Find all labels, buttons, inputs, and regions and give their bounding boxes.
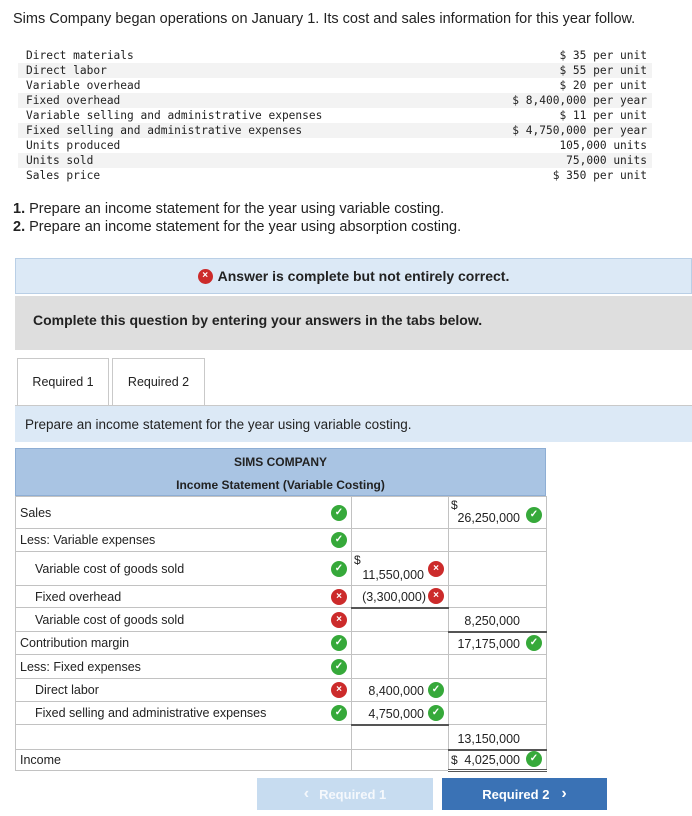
statement-row (16, 529, 547, 552)
cost-row (18, 78, 652, 93)
amount-input[interactable] (352, 529, 449, 552)
statement-row (16, 497, 547, 529)
row-label: Variable cost of goods sold (35, 561, 185, 576)
amount-input[interactable] (449, 702, 547, 725)
company-name: SIMS COMPANY (233, 455, 328, 469)
cost-label: Variable selling and administrative expenses (26, 109, 323, 122)
cost-value: $ 11 per unit (559, 109, 647, 122)
amount-input[interactable] (352, 655, 449, 679)
cost-row (18, 153, 652, 168)
cost-value: 75,000 units (445, 153, 652, 168)
prev-tab-button[interactable] (257, 778, 433, 810)
check-icon: ✓ (526, 751, 542, 767)
amount-value: 13,150,000 (457, 731, 520, 746)
next-tab-button[interactable] (442, 778, 607, 810)
cost-label: Fixed overhead (18, 93, 445, 108)
row-label-cell[interactable] (16, 497, 352, 529)
chevron-left-icon: ‹ (303, 785, 310, 802)
cost-row (18, 168, 652, 183)
row-label: Fixed selling and administrative expenses (35, 706, 267, 720)
chevron-right-icon: › (561, 785, 567, 802)
amount-value: 17,175,000 (457, 637, 520, 651)
amount-input[interactable] (352, 632, 449, 655)
cost-row (18, 123, 652, 138)
amount-value: 8,400,000 (368, 684, 424, 698)
amount-input[interactable] (449, 632, 547, 655)
row-label-cell[interactable] (16, 655, 352, 679)
incorrect-icon: × (428, 561, 444, 577)
incorrect-icon: × (331, 612, 347, 628)
amount-input[interactable] (352, 750, 449, 771)
row-label: Contribution margin (20, 636, 130, 650)
instructions-box: Complete this question by entering your answers in the tabs below. (15, 296, 692, 350)
cost-row (18, 138, 652, 153)
cost-label: Units produced (26, 139, 121, 152)
row-label-cell[interactable] (16, 679, 352, 702)
cost-row (18, 63, 652, 78)
statement-row (16, 552, 547, 586)
statement-row (16, 725, 547, 750)
amount-input[interactable] (352, 679, 449, 702)
cost-row (18, 108, 652, 123)
check-icon: ✓ (428, 705, 444, 721)
row-label-cell[interactable] (16, 608, 352, 632)
statement-row (16, 586, 547, 608)
statement-table (15, 496, 547, 772)
row-label: Income (20, 753, 61, 767)
question-2 (13, 219, 461, 235)
row-label: Variable cost of goods sold (35, 612, 185, 627)
amount-input[interactable] (449, 725, 547, 750)
row-label: Direct labor (35, 683, 99, 697)
row-label-cell[interactable] (16, 529, 352, 552)
question-text: Prepare an income statement for the year using absorption costing. (25, 219, 462, 235)
amount-input[interactable] (352, 497, 449, 529)
row-label: Less: Fixed expenses (20, 659, 141, 674)
amount-input[interactable] (352, 586, 449, 608)
result-banner-text: Answer is complete but not entirely correct. (217, 268, 510, 284)
statement-row (16, 632, 547, 655)
question-number: 1. (13, 201, 26, 217)
next-tab-label: Required 2 (482, 786, 550, 802)
tab-required-1[interactable]: Required 1 (17, 358, 109, 405)
check-icon: ✓ (331, 659, 347, 675)
check-icon: ✓ (331, 635, 347, 651)
check-icon: ✓ (331, 505, 347, 521)
dollar-sign: $ (354, 553, 361, 567)
amount-value: (3,300,000) (362, 589, 426, 604)
incorrect-icon: × (198, 269, 213, 284)
row-label-cell[interactable] (16, 586, 352, 608)
cost-value: $ 55 per unit (445, 63, 652, 78)
amount-input[interactable] (449, 497, 547, 529)
statement-row (16, 679, 547, 702)
check-icon: ✓ (331, 705, 347, 721)
cost-data-table (18, 48, 652, 183)
tab-instruction: Prepare an income statement for the year using variable costing. (15, 406, 692, 442)
amount-input[interactable] (352, 608, 449, 632)
cost-value: $ 4,750,000 per year (445, 123, 652, 138)
amount-input[interactable] (449, 655, 547, 679)
statement-title: Income Statement (Variable Costing) (176, 478, 385, 492)
check-icon: ✓ (331, 561, 347, 577)
cost-value: $ 20 per unit (559, 79, 647, 92)
amount-input[interactable] (352, 552, 449, 586)
row-label-cell[interactable] (16, 750, 352, 771)
check-icon: ✓ (428, 682, 444, 698)
row-label: Less: Variable expenses (20, 533, 156, 547)
cost-label: Direct labor (18, 63, 445, 78)
cost-value: 105,000 units (559, 139, 647, 152)
incorrect-icon: × (331, 682, 347, 698)
amount-input[interactable] (352, 702, 449, 725)
question-1 (13, 201, 444, 217)
check-icon: ✓ (331, 532, 347, 548)
dollar-sign: $ (451, 498, 458, 512)
cost-label: Sales price (26, 169, 101, 182)
amount-input[interactable] (449, 552, 547, 586)
row-label: Sales (20, 505, 52, 520)
amount-input[interactable] (449, 586, 547, 608)
amount-value: 26,250,000 (457, 511, 520, 525)
incorrect-icon: × (428, 588, 444, 604)
cost-label: Fixed selling and administrative expenses (18, 123, 445, 138)
row-label-cell[interactable] (16, 702, 352, 725)
amount-value: 11,550,000 (362, 568, 424, 582)
income-statement (15, 448, 546, 772)
cost-label: Variable overhead (26, 79, 141, 92)
amount-input[interactable] (352, 725, 449, 750)
cost-value: $ 350 per unit (552, 169, 647, 182)
cost-row (18, 48, 652, 63)
statement-row (16, 608, 547, 632)
incorrect-icon: × (331, 589, 347, 605)
amount-input[interactable] (449, 529, 547, 552)
dollar-sign: $ (451, 753, 458, 767)
problem-intro: Sims Company began operations on January 1. Its cost and sales information for this year follow. (13, 11, 636, 27)
check-icon: ✓ (526, 635, 542, 651)
amount-value: 8,250,000 (464, 613, 520, 628)
row-label-cell[interactable] (16, 632, 352, 655)
statement-row (16, 655, 547, 679)
statement-header (15, 448, 546, 496)
cost-value: $ 35 per unit (559, 49, 647, 62)
row-label-cell[interactable] (16, 552, 352, 586)
tab-required-2[interactable]: Required 2 (112, 358, 205, 405)
statement-row (16, 750, 547, 771)
amount-input[interactable] (449, 608, 547, 632)
prev-tab-label: Required 1 (319, 786, 387, 802)
check-icon: ✓ (526, 507, 542, 523)
cost-label: Units sold (18, 153, 445, 168)
cost-value: $ 8,400,000 per year (445, 93, 652, 108)
amount-value: 4,750,000 (368, 706, 424, 721)
amount-input[interactable] (449, 679, 547, 702)
cost-row (18, 93, 652, 108)
row-label: Fixed overhead (35, 589, 122, 604)
cost-label: Direct materials (26, 49, 134, 62)
amount-input[interactable] (449, 750, 547, 771)
row-label-cell[interactable] (16, 725, 352, 750)
amount-value: 4,025,000 (464, 753, 520, 767)
result-banner (15, 258, 692, 294)
question-number: 2. (13, 219, 26, 235)
statement-row (16, 702, 547, 725)
question-text: Prepare an income statement for the year using variable costing. (25, 201, 445, 217)
